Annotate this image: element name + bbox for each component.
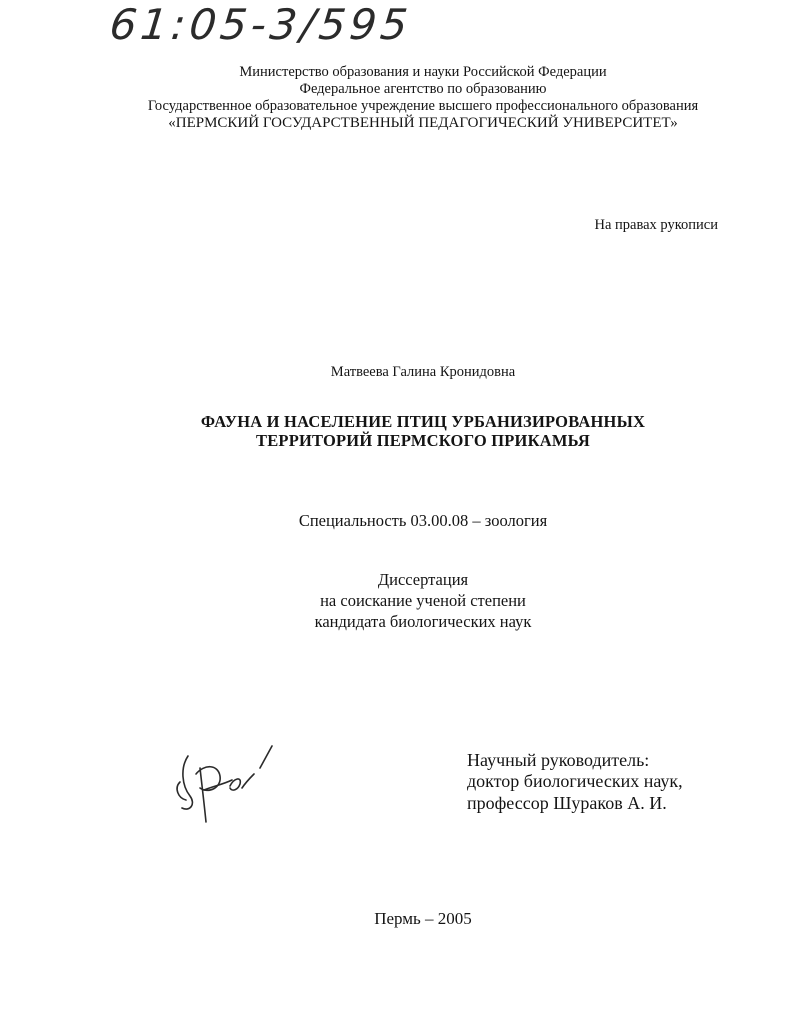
- agency-line: Федеральное агентство по образованию: [299, 81, 547, 97]
- place-and-year: Пермь – 2005: [374, 909, 472, 928]
- ministry-line: Министерство образования и науки Российской Федерации: [239, 64, 607, 80]
- degree-name: кандидата биологических наук: [314, 612, 532, 631]
- specialty-line: Специальность 03.00.08 – зоология: [298, 511, 548, 530]
- supervisor-label: Научный руководитель:: [467, 750, 650, 770]
- rights-note: На правах рукописи: [594, 217, 718, 233]
- thesis-title-line-2: ТЕРРИТОРИЙ ПЕРМСКОГО ПРИКАМЬЯ: [256, 431, 590, 450]
- thesis-title-line-1: ФАУНА И НАСЕЛЕНИЕ ПТИЦ УРБАНИЗИРОВАННЫХ: [200, 412, 646, 431]
- handwritten-signature: [160, 738, 275, 833]
- handwritten-archive-number: 61:05-3/595: [107, 0, 414, 49]
- author-name: Матвеева Галина Кронидовна: [330, 364, 516, 380]
- university-name: «ПЕРМСКИЙ ГОСУДАРСТВЕННЫЙ ПЕДАГОГИЧЕСКИЙ УНИВЕРСИТЕТ»: [168, 115, 678, 131]
- supervisor-degree: доктор биологических наук,: [467, 771, 683, 791]
- supervisor-name: профессор Шураков А. И.: [467, 793, 667, 813]
- dissertation-label: Диссертация: [377, 570, 469, 589]
- institution-type-line: Государственное образовательное учреждение высшего профессионального образования: [147, 98, 699, 114]
- degree-purpose: на соискание ученой степени: [320, 591, 526, 610]
